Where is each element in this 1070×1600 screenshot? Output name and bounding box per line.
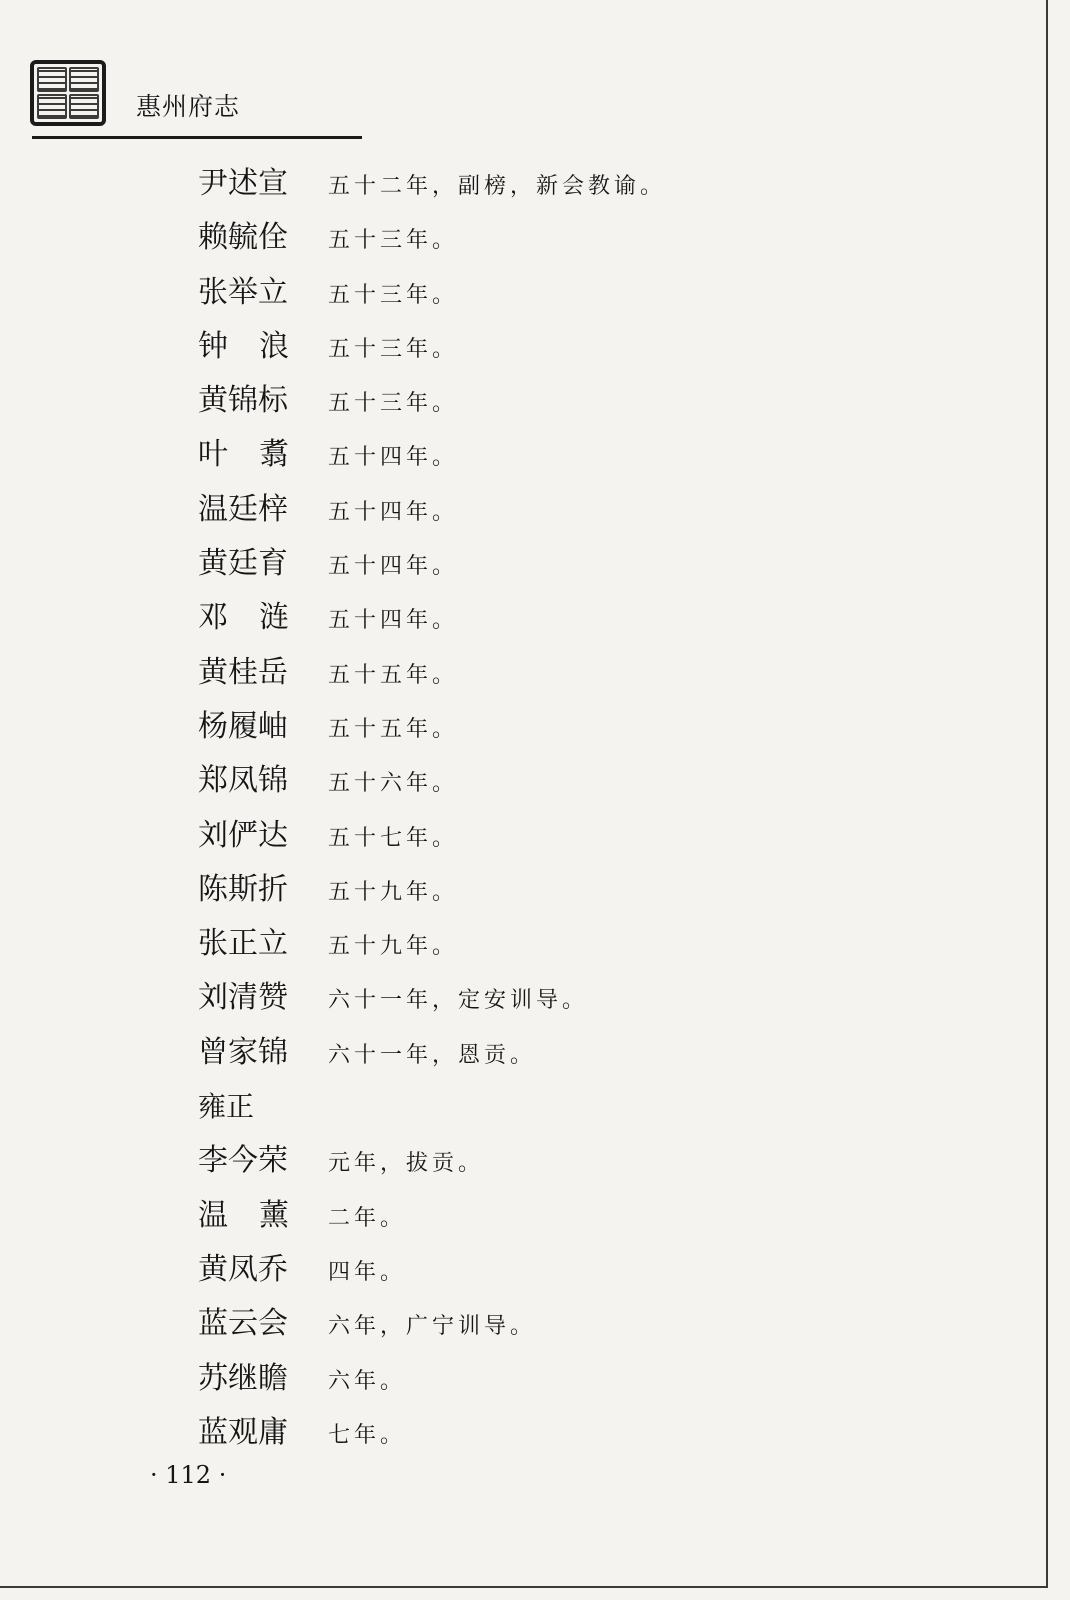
entry-note: 五十三年。 (328, 228, 459, 254)
era-heading (198, 1083, 898, 1137)
person-name: 温廷梓 (198, 491, 288, 527)
seal-logo-icon (30, 60, 106, 126)
list-item (198, 974, 898, 1028)
era-name: 雍正 (198, 1090, 255, 1124)
header-rule (32, 136, 362, 139)
entry-note: 六十一年，定安训导。 (328, 988, 589, 1014)
entry-note: 五十二年，副榜，新会教谕。 (328, 174, 667, 199)
person-name: 张举立 (198, 274, 288, 310)
entry-note: 元年，拔贡。 (328, 1151, 485, 1177)
entry-note: 六十一年，恩贡。 (328, 1042, 537, 1068)
list-item (198, 1137, 898, 1191)
entry-note: 六年。 (328, 1368, 407, 1394)
entry-note: 五十九年。 (328, 934, 459, 960)
list-item (198, 594, 898, 648)
person-name: 郑凤锦 (198, 763, 288, 799)
entry-note: 五十三年。 (328, 391, 459, 417)
list-item (198, 1300, 898, 1354)
entry-note: 五十四年。 (328, 554, 459, 580)
person-name: 赖毓佺 (198, 220, 288, 256)
entry-note: 六年，广宁训导。 (328, 1314, 537, 1340)
list-item (198, 160, 898, 214)
list-item (198, 1029, 898, 1083)
person-name: 尹述宣 (198, 166, 288, 201)
running-header-title: 惠州府志 (136, 92, 241, 121)
entry-note: 五十七年。 (328, 825, 459, 851)
person-name: 黄桂岳 (198, 654, 288, 690)
entry-note: 五十四年。 (328, 499, 459, 525)
person-name: 曾家锦 (198, 1034, 288, 1070)
seal-cell (69, 67, 99, 92)
seal-cell (69, 94, 99, 119)
entry-note: 五十四年。 (328, 608, 459, 634)
list-item (198, 1192, 898, 1246)
entry-note: 五十六年。 (328, 771, 459, 797)
list-item (198, 812, 898, 866)
entry-note: 五十五年。 (328, 662, 459, 688)
list-item (198, 1355, 898, 1409)
entry-note: 五十九年。 (328, 879, 459, 905)
list-item (198, 757, 898, 811)
person-name: 邓涟 (198, 600, 320, 636)
list-item (198, 1409, 898, 1463)
list-item (198, 214, 898, 268)
person-name: 钟浪 (198, 328, 320, 364)
person-name: 蓝云会 (198, 1306, 288, 1342)
list-item (198, 866, 898, 920)
person-name: 陈斯折 (198, 871, 288, 907)
list-item (198, 269, 898, 323)
seal-cell (37, 94, 67, 119)
entry-note: 五十五年。 (328, 716, 459, 742)
person-name: 李今荣 (198, 1143, 288, 1179)
entry-note: 四年。 (328, 1259, 407, 1285)
entry-note: 五十三年。 (328, 336, 459, 362)
person-name: 黄锦标 (198, 383, 288, 419)
entry-list (198, 160, 898, 1463)
entry-note: 七年。 (328, 1422, 407, 1448)
list-item (198, 486, 898, 540)
person-name: 叶翥 (198, 437, 320, 473)
list-item (198, 1246, 898, 1300)
person-name: 黄廷育 (198, 546, 288, 582)
person-name: 杨履岫 (198, 708, 288, 744)
page-number: · 112 · (150, 1461, 227, 1489)
list-item (198, 540, 898, 594)
list-item (198, 703, 898, 757)
list-item (198, 431, 898, 485)
person-name: 刘俨达 (198, 817, 288, 853)
person-name: 张正立 (198, 926, 288, 962)
person-name: 温薰 (198, 1197, 320, 1233)
person-name: 苏继瞻 (198, 1360, 288, 1396)
list-item (198, 377, 898, 431)
list-item (198, 920, 898, 974)
person-name: 刘清赞 (198, 980, 288, 1016)
entry-note: 五十四年。 (328, 445, 459, 471)
list-item (198, 649, 898, 703)
person-name: 蓝观庸 (198, 1414, 288, 1450)
list-item (198, 323, 898, 377)
entry-note: 五十三年。 (328, 282, 459, 308)
entry-note: 二年。 (328, 1205, 407, 1231)
seal-cell (37, 67, 67, 92)
person-name: 黄凤乔 (198, 1251, 288, 1287)
